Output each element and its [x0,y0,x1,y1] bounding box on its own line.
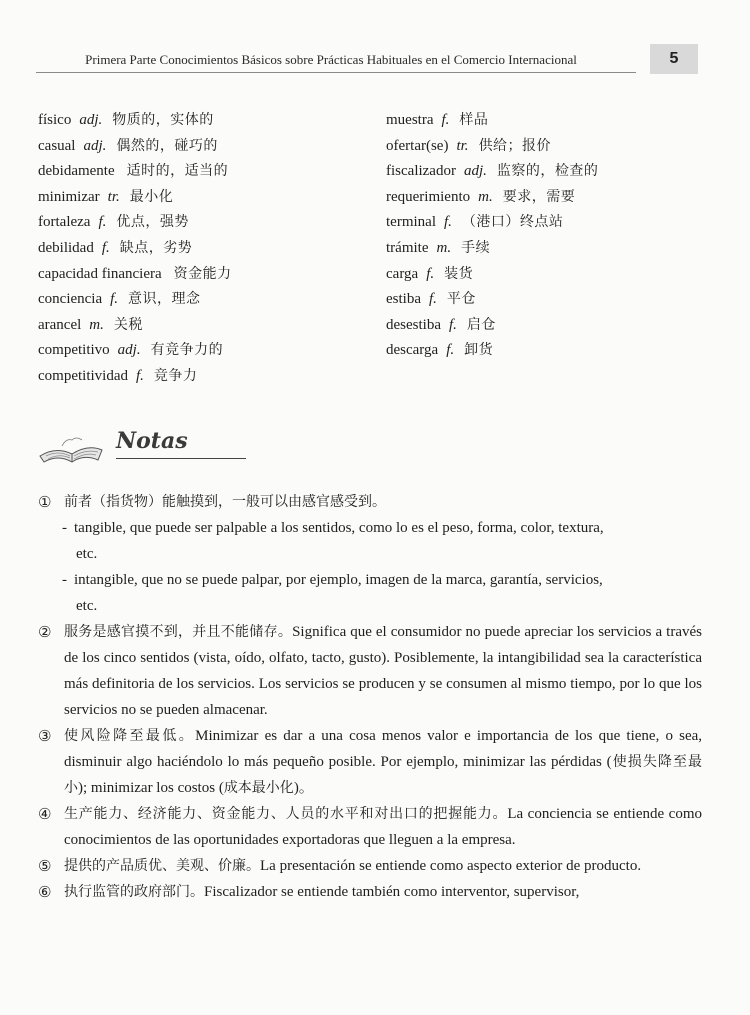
note-number: ③ [38,727,52,745]
note-chinese: 使风险降至最低。 [64,728,196,744]
page-header [36,44,698,74]
vocab-translation: 资金能力 [173,265,232,282]
bullet-continuation: etc. [76,598,98,614]
vocab-translation: 平仓 [446,291,476,308]
vocab-pos: tr. [107,188,120,205]
note-chinese-inline: 成本最小化 [223,780,294,796]
vocab-word: ofertar(se) [386,137,449,154]
header-rule [36,72,636,73]
vocab-word: minimizar [38,188,100,205]
note-chinese: 前者（指货物）能触摸到，一般可以由感官感受到。 [64,494,386,510]
running-header-title: Primera Parte Conocimientos Básicos sobre Prácticas Habituales en el Comercio Internacional [85,52,577,67]
vocab-entry [38,236,378,262]
vocab-pos: adj. [79,112,103,128]
vocab-entry [38,185,378,211]
vocab-word: carga [386,265,419,282]
vocab-word: competitivo [38,342,110,359]
vocab-pos: f. [448,316,457,333]
vocab-translation: 装货 [444,265,474,282]
vocab-translation: 缺点，劣势 [119,239,193,256]
vocab-pos: f. [441,112,450,128]
note-1 [38,489,702,515]
vocab-pos: f. [429,291,437,308]
vocab-pos: f. [446,342,455,359]
vocab-word: arancel [38,316,82,333]
vocab-entry [386,338,716,364]
vocab-word: trámite [386,239,429,256]
vocab-entry [386,236,716,262]
vocab-word: desestiba [386,316,441,333]
vocab-word: competitividad [38,367,128,384]
notas-heading [36,428,226,468]
vocab-word: muestra [386,112,434,128]
note-chinese-inline: 使损失降至最小 [64,754,703,796]
vocab-word: debidamente [38,163,115,180]
vocab-pos: f. [135,367,144,384]
note-spanish: La presentación se entiende como aspecto exterior de producto. [260,858,642,874]
vocab-translation: 卸货 [464,342,494,359]
vocab-pos: tr. [456,137,469,154]
vocab-pos: adj. [463,163,487,180]
vocab-entry [386,287,716,313]
vocab-entry [386,108,716,134]
vocab-translation: 关税 [113,316,143,333]
notes-list [38,489,702,905]
note-spanish: Significa que el consumidor no puede apreciar los servicios a través de los cinco sentidos (vista, oído, olfato, tacto, gusto). Posiblemente, la intangibilidad sea la característica más definitoria de los servicios. Los servicios se producen y se consumen al mismo tiempo, por lo que los servicios no se pueden almacenar. [64,624,702,718]
vocab-pos: f. [110,291,119,308]
vocab-entry [38,134,378,160]
vocab-pos: f. [98,214,107,231]
vocab-entry [38,210,378,236]
vocab-word: capacidad financiera [38,265,162,282]
vocab-list-right [386,108,716,364]
notas-title: Notas [116,428,188,454]
vocab-translation: 物质的，实体的 [112,112,214,128]
bullet-continuation: etc. [76,546,98,562]
vocab-word: conciencia [38,291,103,308]
note-body [64,619,702,723]
vocab-pos: f. [101,239,110,256]
vocab-translation: 最小化 [129,188,174,205]
note-number: ⑤ [38,857,52,875]
note-spanish: La conciencia se entiende como conocimientos de las oportunidades exportadoras que lleguen a la empresa. [64,806,702,848]
vocab-pos: m. [89,316,104,333]
vocab-translation: 优点，强势 [116,214,189,231]
vocab-list-left [38,108,378,390]
vocab-word: casual [38,137,76,154]
note-spanish: ); minimizar los costos ( [78,780,224,796]
vocab-translation: 偶然的，碰巧的 [116,137,218,154]
vocab-pos: m. [436,239,452,256]
note-number: ④ [38,805,52,823]
vocab-translation: 供给；报价 [478,137,552,154]
vocab-word: físico [38,112,72,128]
note-body [64,723,702,801]
vocab-word: estiba [386,291,421,308]
note-body [64,879,702,905]
note-body [64,801,702,853]
vocab-entry [386,210,716,236]
note-spanish: )。 [293,780,314,796]
note-body [64,489,702,515]
vocab-entry [386,185,716,211]
note-chinese: 执行监管的政府部门。 [64,884,204,900]
vocab-entry [38,108,378,134]
note-1-bullet-intangible: - intangible, que no se puede palpar, por ejemplo, imagen de la marca, garantía, servicios, etc. [62,567,702,619]
vocab-pos: f. [443,214,452,231]
vocab-entry [38,364,378,390]
note-number: ① [38,493,52,511]
vocab-translation: 手续 [461,239,491,256]
vocab-entry [38,338,378,364]
vocab-pos: m. [478,188,493,205]
note-body [64,853,702,879]
note-chinese: 提供的产品质优、美观、价廉。 [64,858,260,874]
note-3 [38,723,702,801]
vocab-word: descarga [386,342,439,359]
vocab-word: fortaleza [38,214,91,231]
note-5 [38,853,702,879]
vocab-entry [386,313,716,339]
vocab-pos: adj. [83,137,107,154]
notas-rule [116,458,246,459]
bullet-text: intangible, que no se puede palpar, por ejemplo, imagen de la marca, garantía, servicios, [74,572,603,588]
note-spanish: Fiscalizador se entiende también como interventor, supervisor, [204,884,580,900]
vocab-entry [38,262,378,288]
vocab-entry [386,134,716,160]
vocab-word: debilidad [38,239,94,256]
note-chinese: 生产能力、经济能力、资金能力、人员的水平和对出口的把握能力。 [64,806,508,822]
vocab-translation: 适时的，适当的 [126,163,229,180]
vocab-translation: （港口）终点站 [461,214,564,231]
open-book-icon [36,434,106,464]
vocab-entry [386,262,716,288]
vocab-translation: 意识，理念 [128,291,201,308]
bullet-text: tangible, que puede ser palpable a los sentidos, como lo es el peso, forma, color, textura, [74,520,604,536]
vocab-translation: 竞争力 [153,367,198,384]
vocab-translation: 有竞争力的 [150,342,224,359]
vocab-word: fiscalizador [386,163,456,180]
page-number: 5 [650,44,698,74]
vocab-word: terminal [386,214,436,231]
vocab-entry [386,159,716,185]
vocab-translation: 监察的，检查的 [496,163,599,180]
note-chinese: 服务是感官摸不到，并且不能储存。 [64,624,293,640]
note-2 [38,619,702,723]
note-spanish: Minimizar es dar a una cosa menos valor e importancia de los que tiene, o sea, disminuir algo haciéndolo lo más pequeño posible. Por ejemplo, minimizar las pérdidas ( [64,728,703,770]
vocab-entry [38,159,378,185]
note-number: ② [38,623,52,641]
vocab-translation: 要求，需要 [502,188,576,205]
note-1-bullet-tangible: - tangible, que puede ser palpable a los sentidos, como lo es el peso, forma, color, textura, etc. [62,515,702,567]
note-4 [38,801,702,853]
vocab-pos: f. [426,265,435,282]
vocab-pos: adj. [117,342,141,359]
vocab-entry [38,313,378,339]
note-6 [38,879,702,905]
vocab-translation: 启仓 [466,316,496,333]
note-number: ⑥ [38,883,52,901]
vocab-entry [38,287,378,313]
vocab-word: requerimiento [386,188,471,205]
vocab-translation: 样品 [459,112,489,128]
